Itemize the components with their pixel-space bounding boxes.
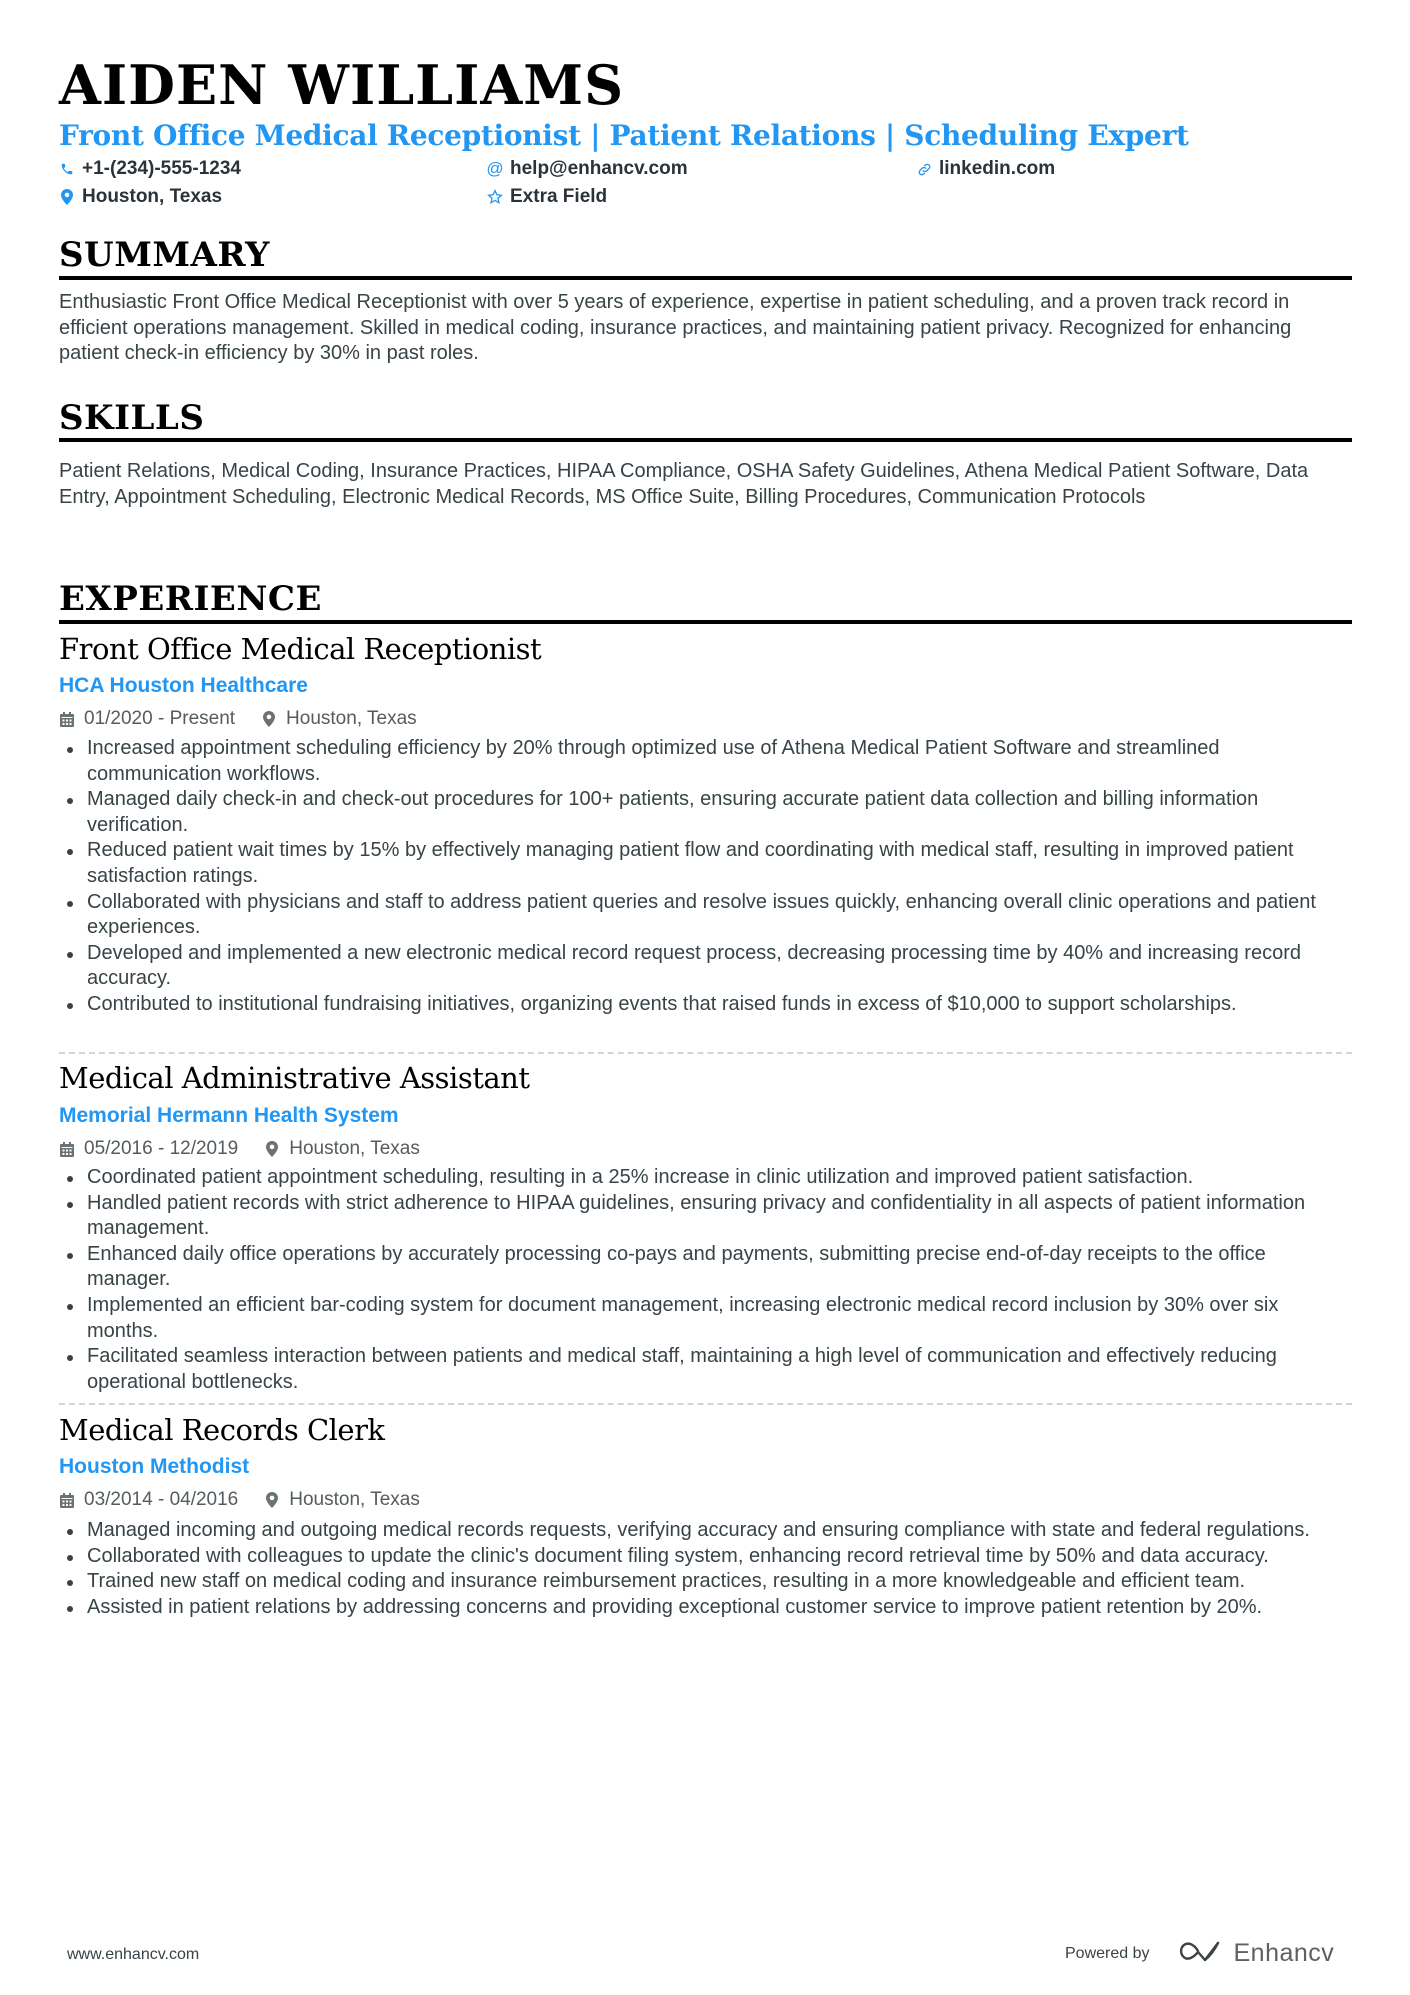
job-location: Houston, Texas bbox=[286, 708, 417, 729]
powered-by-label: Powered by bbox=[1065, 1944, 1150, 1962]
bullet-item: Implemented an efficient bar-coding system for document management, increasing electronic medical record inclusion by 30% over six months. bbox=[87, 1293, 1352, 1344]
bullet-item: Trained new staff on medical coding and insurance reimbursement practices, resulting in a more knowledgeable and efficient team. bbox=[87, 1569, 1352, 1595]
job-title: Front Office Medical Receptionist bbox=[59, 632, 542, 666]
summary-text: Enthusiastic Front Office Medical Receptionist with over 5 years of experience, expertise in patient scheduling, and a proven track record in efficient operations management. Skilled in medical coding, insurance practices, and maintaining patient privacy. Recognized for enhancing patient check-in efficiency by 30% in past roles. bbox=[59, 291, 1292, 365]
job-dates: 03/2014 - 04/2016 bbox=[84, 1489, 239, 1510]
job-bullets bbox=[59, 1165, 1352, 1395]
company-name: Memorial Hermann Health System bbox=[59, 1104, 399, 1127]
bullet-item: Collaborated with colleagues to update the clinic's document filing system, enhancing record retrieval time by 50% and data accuracy. bbox=[87, 1544, 1352, 1570]
job-bullets bbox=[59, 736, 1352, 1018]
at-icon: @ bbox=[486, 159, 504, 178]
calendar-icon bbox=[59, 1140, 75, 1158]
bullet-item: Collaborated with physicians and staff to address patient queries and resolve issues quickly, enhancing overall clinic operations and patient experiences. bbox=[87, 890, 1352, 941]
bullet-item: Developed and implemented a new electronic medical record request process, decreasing processing time by 40% and increasing record accuracy. bbox=[87, 941, 1352, 992]
job-meta bbox=[59, 1487, 420, 1513]
job-meta bbox=[59, 706, 417, 732]
bullet-item: Assisted in patient relations by addressing concerns and providing exceptional customer service to improve patient retention by 20%. bbox=[87, 1595, 1352, 1621]
location-pin-icon bbox=[264, 1491, 280, 1509]
job-bullets bbox=[59, 1518, 1352, 1620]
bullet-item: Enhanced daily office operations by accurately processing co-pays and payments, submitting precise end-of-day receipts to the office manager. bbox=[87, 1242, 1352, 1293]
phone-icon bbox=[59, 160, 75, 178]
footer-website-link[interactable]: www.enhancv.com bbox=[67, 1946, 200, 1963]
job-title: Medical Records Clerk bbox=[59, 1413, 385, 1447]
bullet-item: Contributed to institutional fundraising initiatives, organizing events that raised funds in excess of $10,000 to support scholarships. bbox=[87, 992, 1352, 1018]
contact-extra-field-label: Extra Field bbox=[510, 186, 608, 207]
candidate-name: AIDEN WILLIAMS bbox=[59, 53, 625, 117]
section-title-skills: SKILLS bbox=[59, 398, 205, 438]
job-dates: 01/2020 - Present bbox=[84, 708, 236, 729]
bullet-item: Reduced patient wait times by 15% by effectively managing patient flow and coordinating with medical staff, resulting in improved patient satisfaction ratings. bbox=[87, 838, 1352, 889]
contact-phone-label: +1-(234)-555-1234 bbox=[82, 158, 241, 179]
star-icon bbox=[487, 188, 503, 206]
link-icon bbox=[916, 160, 932, 178]
location-pin-icon bbox=[264, 1140, 280, 1158]
section-divider bbox=[59, 438, 1352, 442]
section-title-experience: EXPERIENCE bbox=[59, 579, 322, 619]
section-divider bbox=[59, 276, 1352, 280]
contact-linkedin-label: linkedin.com bbox=[939, 158, 1056, 179]
contact-location-label: Houston, Texas bbox=[82, 186, 223, 207]
contact-location bbox=[59, 185, 222, 209]
company-name: HCA Houston Healthcare bbox=[59, 674, 308, 697]
bullet-item: Handled patient records with strict adherence to HIPAA guidelines, ensuring privacy and confidentiality in all aspects of patient information management. bbox=[87, 1191, 1352, 1242]
bullet-item: Managed daily check-in and check-out procedures for 100+ patients, ensuring accurate patient data collection and billing information verification. bbox=[87, 787, 1352, 838]
headline: Front Office Medical Receptionist | Patient Relations | Scheduling Expert bbox=[59, 119, 1189, 152]
job-title: Medical Administrative Assistant bbox=[59, 1061, 530, 1095]
bullet-item: Facilitated seamless interaction between patients and medical staff, maintaining a high level of communication and effectively reducing operational bottlenecks. bbox=[87, 1344, 1352, 1395]
contact-phone[interactable] bbox=[59, 157, 241, 181]
calendar-icon bbox=[59, 710, 75, 728]
enhancv-logo-icon bbox=[1178, 1938, 1224, 1969]
bullet-item: Increased appointment scheduling efficiency by 20% through optimized use of Athena Medical Patient Software and streamlined communication workflows. bbox=[87, 736, 1352, 787]
location-pin-icon bbox=[261, 710, 277, 728]
location-pin-icon bbox=[59, 188, 75, 206]
bullet-item: Coordinated patient appointment scheduling, resulting in a 25% increase in clinic utilization and improved patient satisfaction. bbox=[87, 1165, 1352, 1191]
job-location: Houston, Texas bbox=[289, 1138, 420, 1159]
job-divider bbox=[59, 1052, 1352, 1054]
contact-email-label: help@enhancv.com bbox=[510, 158, 688, 179]
footer-branding[interactable] bbox=[1065, 1938, 1334, 1969]
enhancv-brand: Enhancv bbox=[1233, 1939, 1335, 1967]
bullet-item: Managed incoming and outgoing medical records requests, verifying accuracy and ensuring compliance with state and federal regulations. bbox=[87, 1518, 1352, 1544]
skills-text: Patient Relations, Medical Coding, Insurance Practices, HIPAA Compliance, OSHA Safety Guidelines, Athena Medical Patient Software, Data Entry, Appointment Scheduling, Electronic Medical Records, MS Office Suite, Billing Procedures, Communication Protocols bbox=[59, 460, 1309, 508]
job-dates: 05/2016 - 12/2019 bbox=[84, 1138, 239, 1159]
contact-extra-field bbox=[487, 185, 607, 209]
job-location: Houston, Texas bbox=[289, 1489, 420, 1510]
job-meta bbox=[59, 1136, 420, 1162]
calendar-icon bbox=[59, 1491, 75, 1509]
contact-linkedin[interactable] bbox=[916, 157, 1055, 181]
section-title-summary: SUMMARY bbox=[59, 235, 270, 275]
company-name: Houston Methodist bbox=[59, 1455, 250, 1478]
job-divider bbox=[59, 1403, 1352, 1405]
contact-email[interactable] bbox=[487, 157, 688, 181]
section-divider bbox=[59, 620, 1352, 624]
